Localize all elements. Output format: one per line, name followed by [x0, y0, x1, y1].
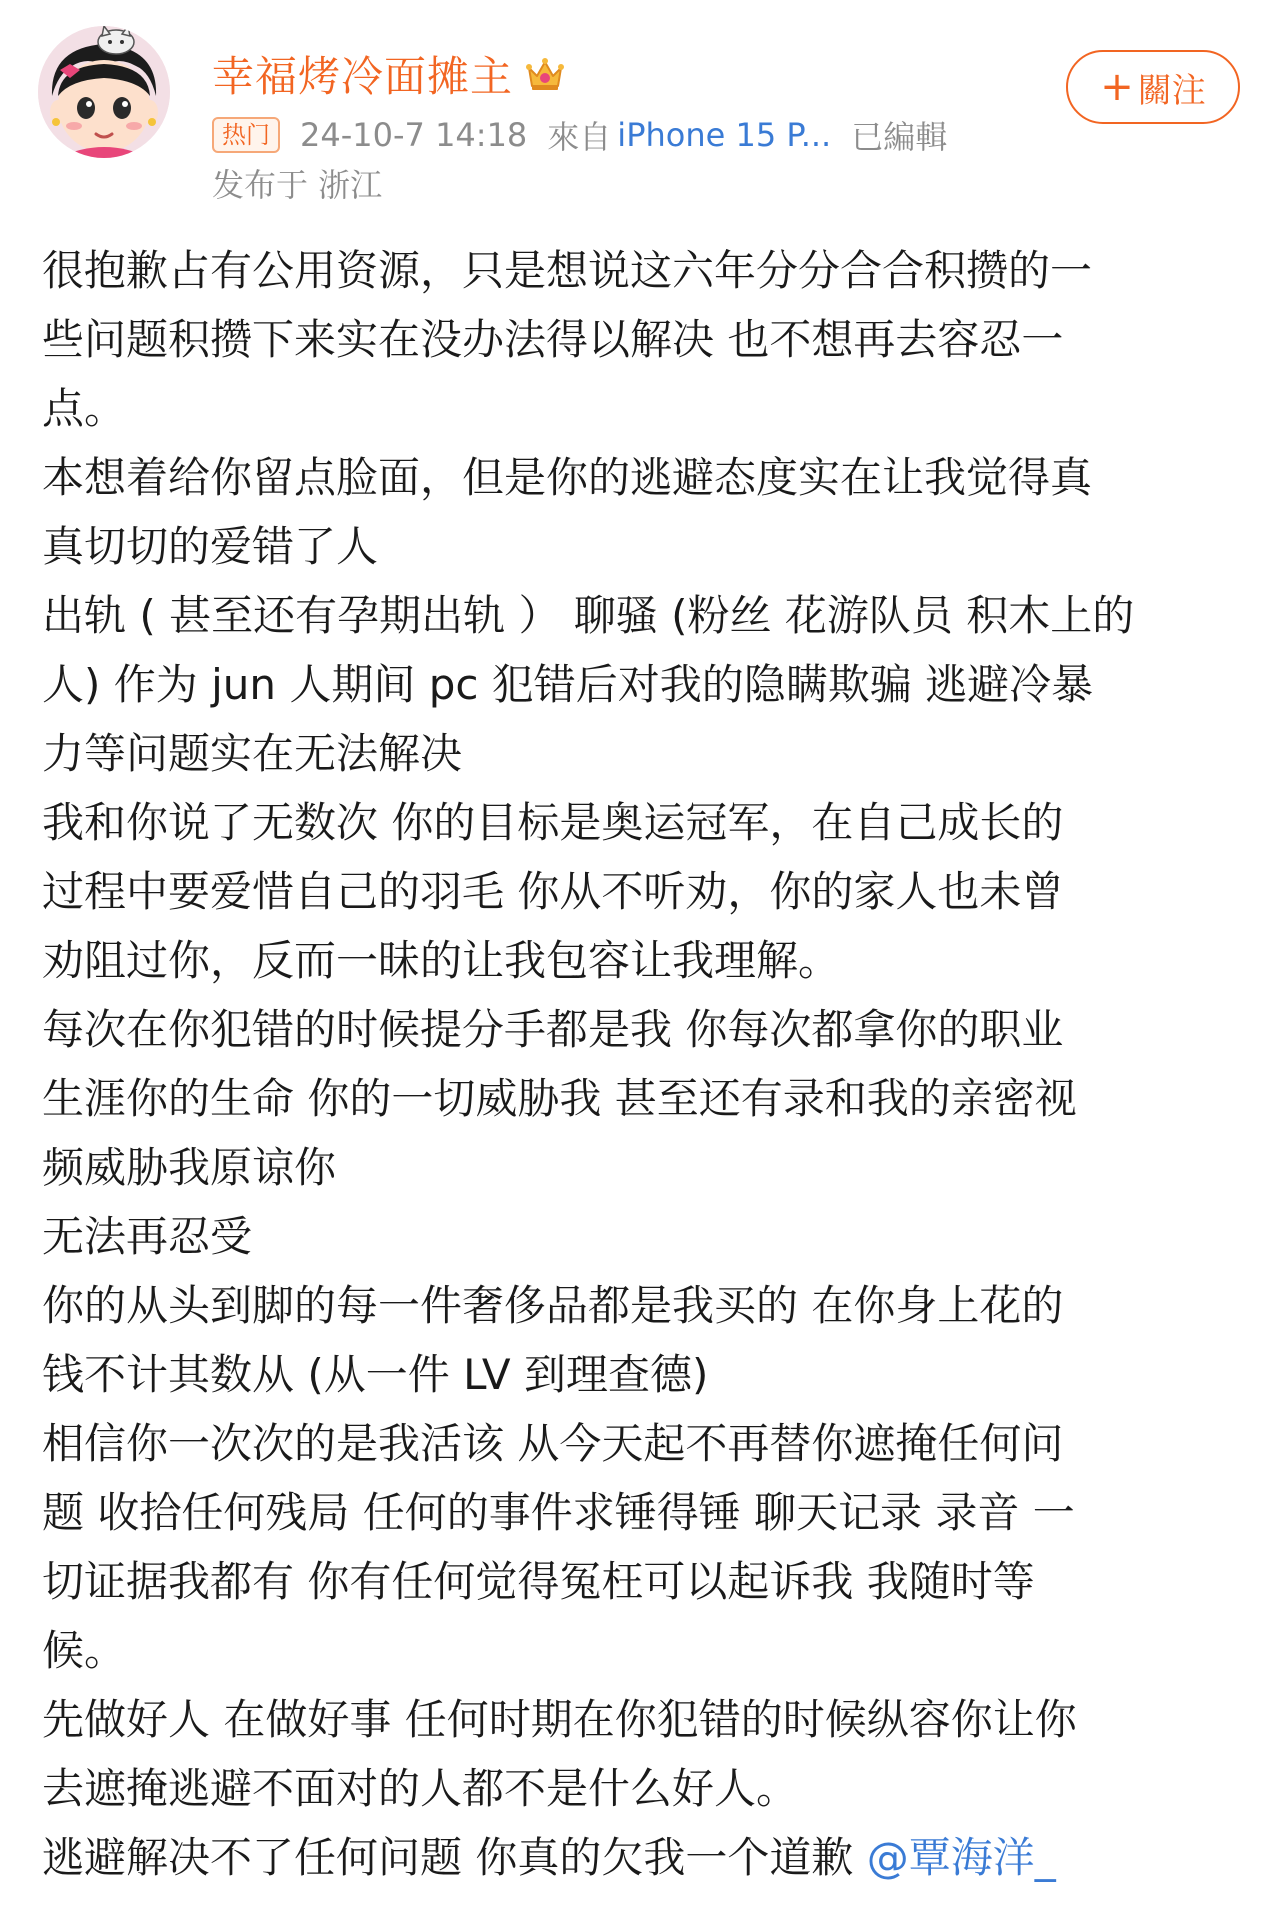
crown-icon	[523, 52, 567, 96]
mention-link[interactable]: @覃海洋_	[866, 1833, 1056, 1882]
post-content	[42, 236, 1242, 1892]
author-name[interactable]: 幸福烤冷面摊主	[212, 52, 514, 101]
content-line: 每次在你犯错的时候提分手都是我 你每次都拿你的职业	[42, 1005, 1064, 1054]
content-line: 相信你一次次的是我活该 从今天起不再替你遮掩任何问	[42, 1419, 1064, 1468]
content-line: 真切切的爱错了人	[42, 522, 379, 571]
content-line: 无法再忍受	[42, 1212, 253, 1261]
content-line: 人) 作为 jun 人期间 pc 犯错后对我的隐瞒欺骗 逃避冷暴	[42, 660, 1094, 709]
content-line: 劝阻过你，反而一昧的让我包容让我理解。	[42, 936, 841, 985]
content-line: 切证据我都有 你有任何觉得冤枉可以起诉我 我随时等	[42, 1557, 1035, 1606]
content-line: 你的从头到脚的每一件奢侈品都是我买的 在你身上花的	[42, 1281, 1064, 1330]
content-line: 钱不计其数从 (从一件 LV 到理查德)	[42, 1350, 709, 1399]
source-device[interactable]: iPhone 15 P...	[617, 116, 832, 154]
author-row	[212, 44, 567, 104]
content-line: 去遮掩逃避不面对的人都不是什么好人。	[42, 1764, 799, 1813]
hot-badge: 热门	[212, 117, 280, 153]
content-line: 些问题积攒下来实在没办法得以解决 也不想再去容忍一	[42, 315, 1064, 364]
source-label: 來自	[547, 118, 612, 156]
content-line: 过程中要爱惜自己的羽毛 你从不听劝，你的家人也未曾	[42, 867, 1064, 916]
post-time: 24-10-7 14:18	[300, 116, 528, 154]
content-line: 先做好人 在做好事 任何时期在你犯错的时候纵容你让你	[42, 1695, 1077, 1744]
follow-label: 關注	[1137, 70, 1206, 111]
post-meta	[212, 112, 947, 158]
post-location: 发布于 浙江	[212, 166, 383, 204]
content-line: 点。	[42, 384, 127, 433]
content-lines	[42, 236, 1242, 1823]
last-line-text: 逃避解决不了任何问题 你真的欠我一个道歉	[42, 1833, 867, 1882]
content-line: 频威胁我原谅你	[42, 1143, 337, 1192]
content-line: 生涯你的生命 你的一切威胁我 甚至还有录和我的亲密视	[42, 1074, 1077, 1123]
content-line: 题 收拾任何残局 任何的事件求锤得锤 聊天记录 录音 一	[42, 1488, 1075, 1537]
content-line: 出轨 ( 甚至还有孕期出轨 ） 聊骚 (粉丝 花游队员 积木上的	[42, 591, 1135, 640]
edited-label[interactable]: 已編輯	[851, 118, 948, 156]
cartoon-avatar-icon[interactable]	[38, 26, 170, 158]
content-line: 候。	[42, 1626, 127, 1675]
content-line: 力等问题实在无法解决	[42, 729, 463, 778]
content-line: 我和你说了无数次 你的目标是奥运冠军，在自己成长的	[42, 798, 1064, 847]
content-line: 本想着给你留点脸面，但是你的逃避态度实在让我觉得真	[42, 453, 1093, 502]
content-last-line	[42, 1823, 1242, 1892]
content-line: 很抱歉占有公用资源，只是想说这六年分分合合积攒的一	[42, 246, 1093, 295]
plus-icon: +	[1100, 64, 1134, 110]
follow-button[interactable]	[1066, 50, 1240, 124]
